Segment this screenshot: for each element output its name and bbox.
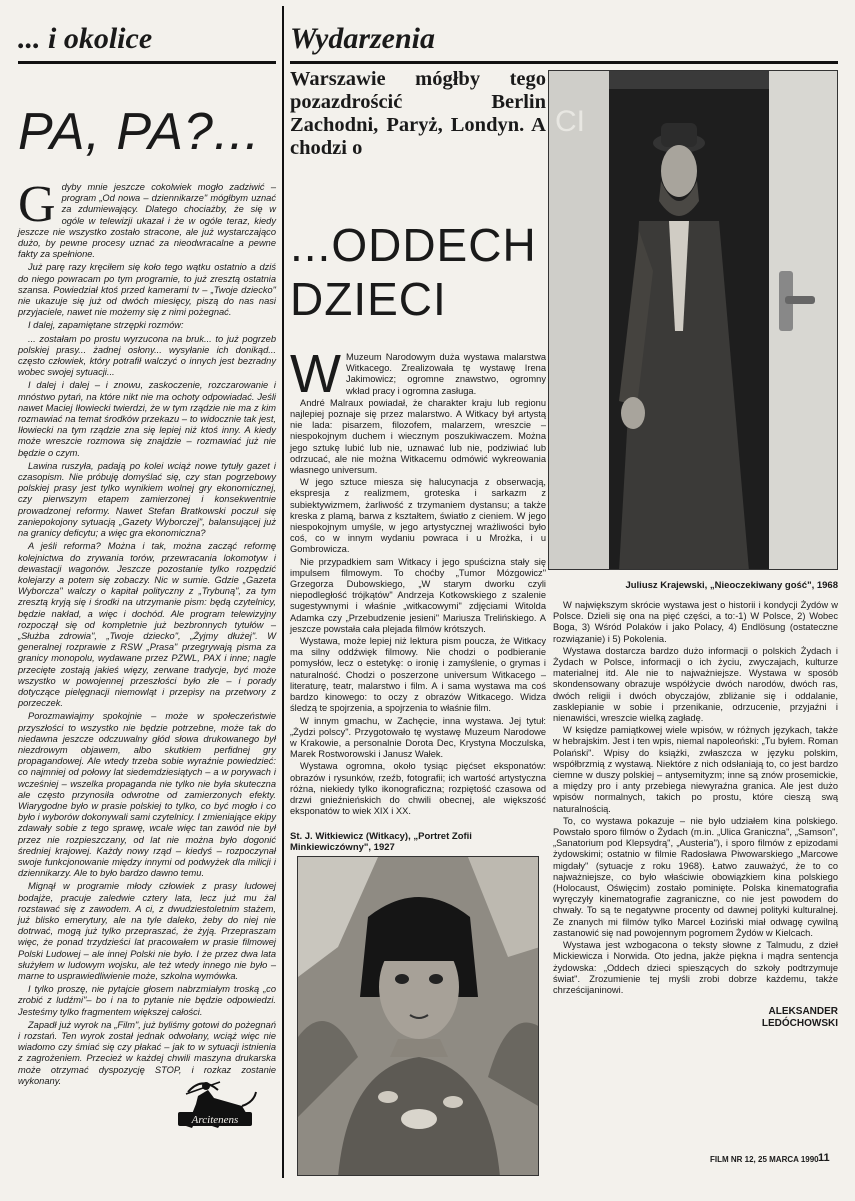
left-paragraph: Gdyby mnie jeszcze cokolwiek mogło zadziwić – program „Od nowa – dziennikarze" mógłbym uznać za zdumiewający. Dlatego chociażby, że się w ogóle w telewizji ukazał i że w ogóle teraz, kiedy jeszcze nie wszystko zostało stracone, ale już wystarczająco dużo, by pewne procesy uznać za nieodwracalne a pewne fakty za spełnione. — [18, 176, 276, 260]
right-paragraph: To, co wystawa pokazuje – nie było udziałem kina polskiego. Powstało sporo filmów o Żydach (m.in. „Ulica Graniczna", „Samson", „Sanatorium pod Klepsydrą", „Austeria"), i sporo filmów z epizodami żydowskimi; ostatnio w filmie Radosława Piwowarskiego „Marcowe migdały" (sytuacje z roku 1968). Łatwo zauważyć, że to co najważniejsze, co było właściwie obowiązkiem kina polskiego (Holocaust, Oświęcim) zostało pominięte. Polska kinematografia wyręczyły kinematografie zagraniczne, co nie jest powodem do chwały. To są te negatywne procenty od dawnej polityki kulturalnej. Ze znanych mi filmów tylko Marcel Łoziński miał odwagę cywilną zastanowić się nad powojennym pogromem Żydów w Kielcach. — [553, 815, 838, 938]
article-title — [290, 218, 546, 326]
mid-paragraph: Nie przypadkiem sam Witkacy i jego spuścizna stały się impulsem filmowym. To choćby „Tumor Mózgowicz" Grzegorza Dubowskiego, „W starym dworku czyli niepodległość trójkątów" Andrzeja Kotkowskiego z szalenie sugestywnymi i właśnie „witkacowymi" zdjęciami Witolda Adamka czy „Przebudzenie jesieni" Mariusza Trelińskiego. A jeszcze powstała cała plejada filmów krótszych. — [290, 556, 546, 634]
author-last-name: LEDÓCHOWSKI — [761, 1018, 838, 1030]
left-paragraph: Zapadł już wyrok na „Film", już byliśmy gotowi do pożegnań i rozstań. Ten wyrok został jednak odwołany, wciąż więc nie wiadomo czy śmiać się czy płakać – jak to w sytuacji istnienia z zagrożeniem. Przecież w każdej chwili maszyna drukarska może otrzymać dyspozycję STOP, i rozkaz zostanie wykonany. — [18, 1019, 276, 1086]
photo-caption-witkacy: St. J. Witkiewicz (Witkacy), „Portret Zofii Minkiewiczówny", 1927 — [290, 831, 472, 854]
arcitenens-logo — [168, 1072, 260, 1142]
left-paragraph: A jeśli reforma? Można i tak, można zacząć reformę kolejnictwa do zrywania torów, przewracania lokomotyw i dewastacji wagonów. Jeszcze pozostanie tylko rozpędzić kolejarzy a potem się zobaczy. Nic w sumie. Gdzie „Gazeta Wyborcza" walczy o kapitał polityczny z „Trybuną", za tym zresztą kryją się i środki na utrzymanie pism: będą czytelnicy, będzie nakład, a więc i dochód. Ale program telewizyjny rozpoczął się od kompletnie już bezbronnych tytułów – „Służba zdrowia", „Twoje dziecko", „Żyjmy dłużej". W generalnej rozprawie z RSW „Prasa" przegrywają pisma za granicy monopolu, wydawane przez PZWL, PAX i inne; nagle przecięte zostają jakieś więzy, zerwane tradycje, być może wszystko w powojennej przeszłości było złe – i porady dotyczące pielęgnacji niemowląt i przepisy na przetwory z porzeczek. — [18, 541, 276, 709]
left-dropcap: G — [18, 176, 56, 233]
right-paragraph: W księdze pamiątkowej wiele wpisów, w różnych językach, także w hebrajskim. Jest i ten wpis, niemal napoleoński: „Tu byłem. Roman Polański". Wpisy do książki, zwłaszcza w języku polskim, współbrzmią z wystawą. Niektóre z nich odsłaniają to, co jest bardzo ciemne w duszy polskiej – antysemityzm; inne są znów prosemickie, a między pro i anty przebiega niewyraźna granica. Ale jest dużo wpisów normalnych, takich po prostu, które cieszą swą naturalnością. — [553, 725, 838, 814]
article-lead: Warszawie mógłby tego pozazdrościć Berlin Zachodni, Paryż, Londyn. A chodzi o — [290, 68, 546, 159]
mid-paragraph: André Malraux powiadał, że charakter kraju lub regionu najlepiej poznaje się przez malarstwo. A Witkacy był artystą nie lada: pisarzem, filozofem, malarzem, wreszcie – niespokojnym duchem i wiecznym poszukiwaczem. Można jego sztukę lubić lub nie, uznawać lub nie, podziwiać lub odrzucać, ale nie można Witkacemu odmówić wykreowania własnego universum. — [290, 397, 546, 476]
right-paragraph: Wystawa jest wzbogacona o teksty słowne z Talmudu, z dzieł Mickiewicza i Norwida. Oto jedna, jakże piękna i mądra sentencja żydowska: „Oddech dzieci spieszących do szkoły podtrzymuje świat". Zrozumienie tej myśli zrobi dobrze każdemu, także chrześcijaninowi. — [553, 940, 838, 995]
background-lettering-icon: CI — [555, 105, 585, 138]
mid-paragraph: W Muzeum Narodowym duża wystawa malarstwa Witkacego. Zrealizowała tę wystawę Irena Jakimowicz; ogromne znawstwo, ogromny wkład pracy i ogromna zasługa. — [290, 344, 546, 404]
left-article-body — [18, 176, 276, 1087]
author-signature — [553, 1006, 838, 1030]
mid-paragraph: Wystawa, może lepiej niż lektura pism poucza, że Witkacy ma silny oddźwięk filmowy. Nie chodzi o podbieranie pomysłów, lecz o estetykę: o ironię i zamyślenie, o grymas i naturalność. Chodzi o poszerzone universum Witkacego – literaturę, teatr, malarstwo i film. A i sama wystawa ma coś bardzo kinowego: to oczy z obrazów Witkacego. Widza śledzą te spojrzenia, a spojrzenia to właśnie film. — [290, 636, 546, 714]
article-title-line: ...ODDECH — [290, 219, 537, 271]
right-article-body — [553, 600, 838, 1030]
left-paragraph: Lawina ruszyła, padają po kolei wciąż nowe tytuły gazet i czasopism. Nie próbuję domyślać się, czy stan pogrzebowy polskiej prasy jest tylko wynikiem wolnej gry ekonomicznej, czy pierwszym etapem zamierzonej i konsekwentnie prowadzonej reformy. Nawet Stefan Bratkowski poczuł się zaniepokojony sytuacją „Gazety Wyborczej", balansującej już na granicy deficytu; a więc gra ekonomiczna? — [18, 460, 276, 539]
photo-image — [549, 71, 838, 570]
mid-dropcap: W — [290, 344, 341, 404]
right-section-heading: Wydarzenia — [290, 14, 838, 64]
author-first-name: ALEKSANDER — [768, 1006, 838, 1018]
mid-paragraph: W jego sztuce miesza się halucynacja z obserwacją, ekspresja z realizmem, groteska i sarkazm z subiektywizmem, żarliwość z trzymaniem dystansu; a także kreska z plamą, barwa z kształtem, światło z cieniem. W jego niespokojnym umyśle, w jego artystycznej wrażliwości było coś, co w innym wydaniu powraca i u Mrożka, i u Gombrowicza. — [290, 477, 546, 555]
left-paragraph: Mignął w programie młody człowiek z prasy ludowej bodajże, pracuje zaledwie cztery lata, lecz już mu żal rozstawać się z zawodem. A ci, z dwudziestoletnim stażem, już blisko emerytury, ale na tyle daleko, żeby do niej nie dotrwać, mogą już tylko przepraszać, że żyją. Przepraszam więc, że ponad trzydzieści lat pracowałem w prasie filmowej Polski Ludowej – ale innej Polski nie było. I że przez dwa lata służyłem w ludowym wojsku, ale też wtedy innego nie było – marne to usprawiedliwienie może, szkolna wymówka. — [18, 881, 276, 982]
logo-text: Arcitenens — [191, 1114, 239, 1126]
left-paragraph: Porozmawiajmy spokojnie – może w społeczeństwie przyszłości to wszystko nie będzie potrzebne, może tak do niedawna jeszcze odczuwalny głód słowa drukowanego był niezdrowym objawem, albo skutkiem perfidnej gry propagandowej. Ale wtedy trzeba sobie wyraźnie powiedzieć: co najmniej od połowy lat siedemdziesiątych – a w porywach i wcześniej – wszelka propaganda nie tylko nie była skuteczna ale często przynosiła odwrotne od zamierzonych efekty. Wiarygodne było w prasie polskiej to tylko, co być mogło i co było i wyborów dokonywali sami czytelnicy. I zmieniające ekipy zdawały sobie z tego sprawę, wcale więc tan zawód nie był przez nie rozpieszczany, od lat nie można było dogonić średniej krajowej. Każdy nowy rząd – kiedyś – rozpoczynał swoje funkcjonowanie między innymi od podwyżek dla milicji i dziennikarzy. Ale to było bardzo dawno temu. — [18, 711, 276, 879]
left-column — [18, 14, 276, 1164]
issue-footer: FILM NR 12, 25 MARCA 1990 — [710, 1155, 819, 1164]
right-paragraph: Wystawa dostarcza bardzo dużo informacji o polskich Żydach i Żydach w Polsce, informacji o ich życiu, zwyczajach, kulturze materialnej itd. Ale nie to najważniejsze. Wystawa w sposób skondensowany obrazuje współżycie dwóch narodów, dwóch ras, dwóch religii i dwóch obyczajów, zbliżanie się i oddalanie, zasklepianie w sobie i przenikanie, odrzucenie, przyjaźni i nienawiści, wreszcie wielką zagładę. — [553, 645, 838, 724]
left-paragraph: ... zostałam po prostu wyrzucona na bruk... to już pogrzeb polskiej prasy... żadnej osłony... wysyłanie ich donikąd... często człowiek, który potrafił walczyć o innych jest bezradny wobec swojej sytuacji... — [18, 333, 276, 378]
page-number: 11 — [818, 1152, 830, 1164]
mid-paragraph: W innym gmachu, w Zachęcie, inna wystawa. Jej tytuł: „Żydzi polscy". Przygotowało tę wystawę Muzeum Narodowe w Krakowie, a personalnie Dorota Dec, Krystyna Moczulska, Marek Rostworowski i Janusz Wałek. — [290, 715, 546, 760]
left-article-title: PA, PA?... — [18, 103, 261, 161]
portrait-image — [298, 857, 539, 1176]
right-paragraph: W największym skrócie wystawa jest o historii i kondycji Żydów w Polsce. Dzieli się ona na pięć części, a to:-1) W Polsce, 2) Wobec Boga, 3) Wśród Polaków i jako Polacy, 4) Endlösung (ostateczne rozwiązanie) i 5) Pokolenia. — [553, 600, 838, 644]
middle-column — [290, 68, 546, 853]
middle-article-body — [290, 344, 546, 817]
column-divider — [282, 6, 284, 1178]
mid-paragraph: Wystawa ogromna, około tysiąc pięćset eksponatów: obrazów i rysunków, rzeźb, fotografii; ich wartość artystyczna różna, niekiedy tylko ikonograficzna; rozpiętość czasowa od drzwi gnieźnieńskich do chwili obecnej, ale większość eksponatów to wiek XIX i XX. — [290, 761, 546, 817]
left-paragraph: I dalej i dalej – i znowu, zaskoczenie, rozczarowanie i mnóstwo pytań, na które nikt nie ma ochoty odpowiadać. Jeśli nawet Maciej Iłowiecki twierdzi, że w tym rządzie nie ma z kim rozmawiać na temat środków przekazu – to widocznie tak jest, Iłowiecki na tym rządzie zna się lepiej niż ktoś inny. A kiedy może wreszcie rozmowa się znajdzie – rozmawiać już nie będzie o czym. — [18, 380, 276, 458]
article-title-line: DZIECI — [290, 273, 447, 325]
photo-nieoczekiwany-gosc — [548, 70, 838, 570]
left-paragraph: I tylko proszę, nie pytajcie głosem nabrzmiałym troską „co zrobić z ludźmi"– bo i na to pytanie nie będzie odpowiedzi. Jesteśmy tylko fragmentem większej całości. — [18, 984, 276, 1017]
photo-caption-krajewski: Juliusz Krajewski, „Nieoczekiwany gość", 1968 — [625, 580, 838, 591]
left-section-heading: ... i okolice — [18, 14, 276, 64]
left-paragraph: Już parę razy kręciłem się koło tego wątku ostatnio a dziś do niego powracam po tym programie, to już zresztą ostatnia szansa. Powiedział ktoś przed kamerami tv – „Twoje dziecko" nie ukazuje się już od dwóch miesięcy, piszą do nas nasi przyjaciele, nawet nie możemy się z nimi pożegnać. — [18, 262, 276, 318]
left-paragraph: I dalej, zapamiętane strzępki rozmów: — [28, 320, 184, 331]
photo-portret-zofii — [297, 856, 539, 1176]
